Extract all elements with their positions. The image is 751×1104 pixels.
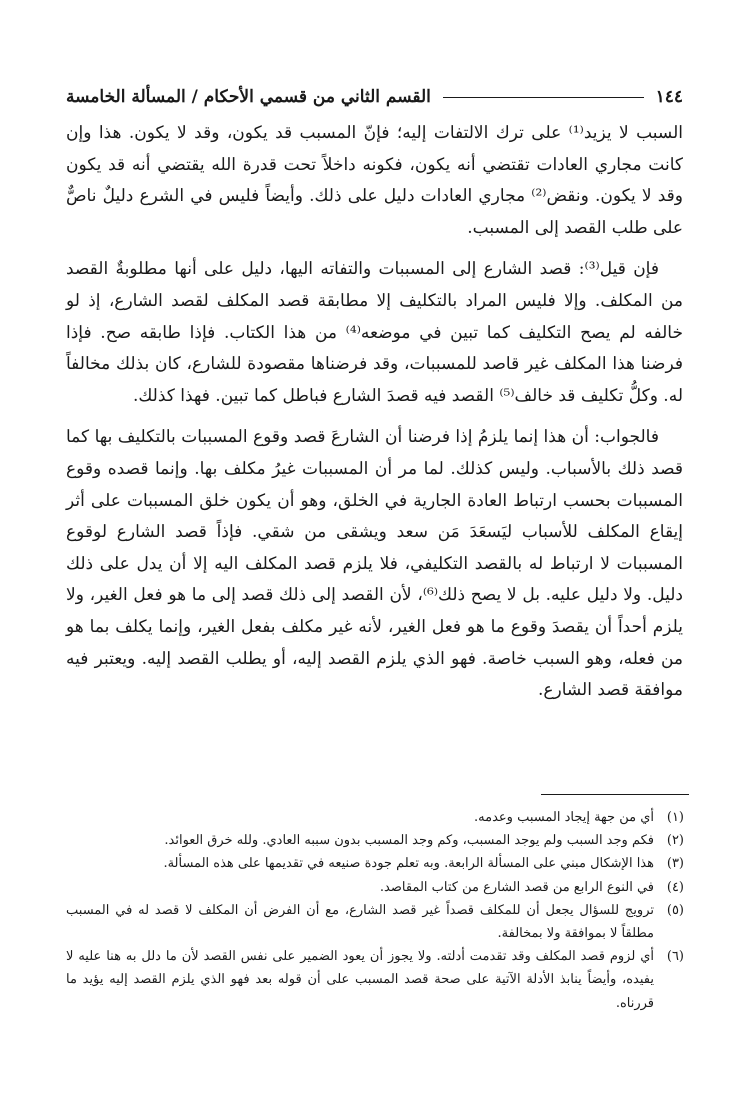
running-header [66, 82, 683, 112]
header-rule [443, 97, 644, 98]
footnote-number: (٤) [666, 879, 684, 895]
footnote-3 [66, 852, 684, 875]
footnote-6 [66, 945, 684, 1015]
paragraph-3: فالجواب: أن هذا إنما يلزمُ إذا فرضنا أن الشارعَ قصد وقوع المسببات بالتكليف بها كما قصد ذلك بالأسباب. وليس كذلك. لما مر أن المسببات غيرُ مكلف بها. وإنما قصده وقوع المسببات بحسب ارتباط العادة الجارية في الخلق، وهو أن يكون خلق المسببات على أثر إيقاع المكلف للأسباب ليَسعَدَ مَن سعد ويشقى من شقي. فإذاً قصد الشارع لوقوع المسببات لا ارتباط له بالقصد التكليفي، فلا يلزم قصد المكلف اليه إلا أن يدل على ذلك دليل. ولا دليل عليه. بل لا يصح ذلك⁽⁶⁾، لأن القصد إلى ذلك قصد إلى ما هو فعل الغير، ولا يلزم أحداً أن يقصدَ وقوع ما هو فعل الغير، لأنه غير مكلف بفعل الغير، وإنما يكلف بما هو من فعله، وهو السبب خاصة. فهو الذي يلزم القصد إليه، أو يطلب القصد إليه. ويعتبر فيه موافقة قصد الشارع. [66, 427, 683, 701]
footnote-number: (٦) [666, 949, 684, 965]
footnote-number: (٢) [666, 833, 684, 849]
footnote-text: فكم وجد السبب ولم يوجد المسبب، وكم وجد المسبب بدون سببه العادي. ولله خرق العوائد. [164, 833, 654, 849]
footnote-text: هذا الإشكال مبني على المسألة الرابعة. وبه تعلم جودة صنيعه في تقديمها على هذه المسألة. [163, 856, 654, 872]
footnote-text: ترويج للسؤال يجعل أن للمكلف قصداً غير قصد الشارع، مع أن الفرض أن المكلف لا قصد له في المسبب مطلقاً لا بموافقة ولا بمخالفة. [66, 902, 654, 942]
footnote-number: (٥) [666, 902, 684, 918]
footnote-separator [541, 794, 689, 795]
footnote-number: (١) [666, 810, 684, 825]
page-number: ١٤٤ [655, 87, 683, 107]
main-text [66, 118, 683, 717]
footnote-2 [66, 829, 684, 852]
footnote-text: في النوع الرابع من قصد الشارع من كتاب المقاصد. [379, 879, 654, 895]
footnote-1 [66, 806, 684, 829]
paragraph-2: فإن قيل⁽³⁾: قصد الشارع إلى المسببات والتفاته اليها، دليل على أنها مطلوبةٌ القصد من المكلف. وإلا فليس المراد بالتكليف إلا مطابقة قصد المكلف لقصد الشارع، إذ لو خالفه لم يصح التكليف كما تبين في موضعه⁽⁴⁾ من هذا الكتاب. فإذا طابقه صح. فإذا فرضنا هذا المكلف غير قاصد للمسببات، وقد فرضناها مقصودة للشارع، كان بذلك مخالفاً له. وكلُّ تكليف قد خالف⁽⁵⁾ القصد فيه قصدَ الشارع فباطل كما تبين. فهذا كذلك. [66, 259, 683, 406]
footnote-text: أي من جهة إيجاد المسبب وعدمه. [474, 810, 654, 825]
footnote-5 [66, 899, 684, 945]
footnote-number: (٣) [666, 856, 684, 872]
footnote-text: أي لزوم قصد المكلف وقد تقدمت أدلته. ولا يجوز أن يعود الضمير على نفس القصد لأن ما دلل به هنا عليه لا يفيده، وأيضاً ينابذ الأدلة الآتية على صحة قصد المسبب على أن قوله بعد فهو الذي يلزم القصد إليه يؤيد ما قررناه. [66, 949, 654, 1011]
footnotes [66, 806, 684, 1015]
paragraph-1: السبب لا يزيد⁽¹⁾ على ترك الالتفات إليه؛ فإنّ المسبب قد يكون، وقد لا يكون. هذا وإن كانت مجاري العادات تقتضي أنه يكون، فكونه داخلاً تحت قدرة الله يقتضي أنه قد يكون وقد لا يكون. ونقض⁽²⁾ مجاري العادات دليل على ذلك. وأيضاً فليس في الشرع دليلٌ ناصٌّ على طلب القصد إلى المسبب. [66, 123, 683, 238]
footnote-4 [66, 876, 684, 899]
running-title: القسم الثاني من قسمي الأحكام / المسألة الخامسة [66, 87, 431, 107]
